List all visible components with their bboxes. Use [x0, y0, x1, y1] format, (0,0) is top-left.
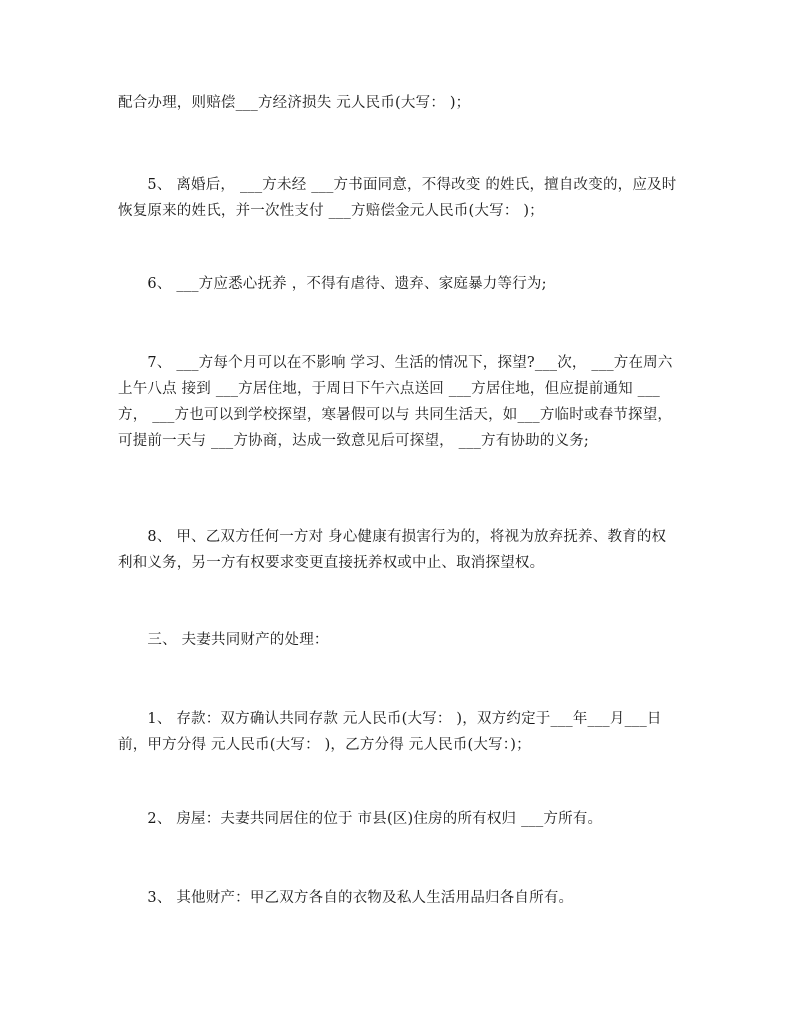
- paragraph-item-7-visitation: 7、 ___方每个月可以在不影响 学习、生活的情况下，探望?___次， ___方在周六上午八点 接到 ___方居住地，于周日下午六点送回 ___方居住地，但应提前通知 ___方， ___方也可以到学校探望，寒暑假可以与 共同生活天，如___方临时或春节探望，可提前一天与 ___方协商，达成一致意见后可探望， ___方有协助的义务;: [118, 355, 673, 449]
- paragraph-item-3-other-property: 3、 其他财产：甲乙双方各自的衣物及私人生活用品归各自所有。: [118, 890, 574, 906]
- paragraph-item-2-house: 2、 房屋：夫妻共同居住的位于 市县(区)住房的所有权归 ___方所有。: [118, 811, 603, 827]
- paragraph-item-1-deposits: 1、 存款：双方确认共同存款 元人民币(大写： )，双方约定于___年___月___日前，甲方分得 元人民币(大写： )，乙方分得 元人民币(大写：)；: [118, 711, 662, 753]
- section-heading-joint-property: 三、 夫妻共同财产的处理：: [118, 632, 329, 648]
- paragraph-item-6-care: 6、 ___方应悉心抚养 ，不得有虐待、遗弃、家庭暴力等行为;: [118, 276, 547, 292]
- paragraph-item-5-surname: 5、 离婚后， ___方未经 ___方书面同意，不得改变 的姓氏，擅自改变的，应及时恢复原来的姓氏，并一次性支付 ___方赔偿金元人民币(大写： )；: [118, 177, 677, 219]
- paragraph-compensation-clause: 配合办理，则赔偿___方经济损失 元人民币(大写： )；: [118, 95, 471, 111]
- paragraph-item-8-rights: 8、 甲、乙双方任何一方对 身心健康有损害行为的，将视为放弃抚养、教育的权利和义务，另一方有权要求变更直接抚养权或中止、取消探望权。: [118, 529, 667, 571]
